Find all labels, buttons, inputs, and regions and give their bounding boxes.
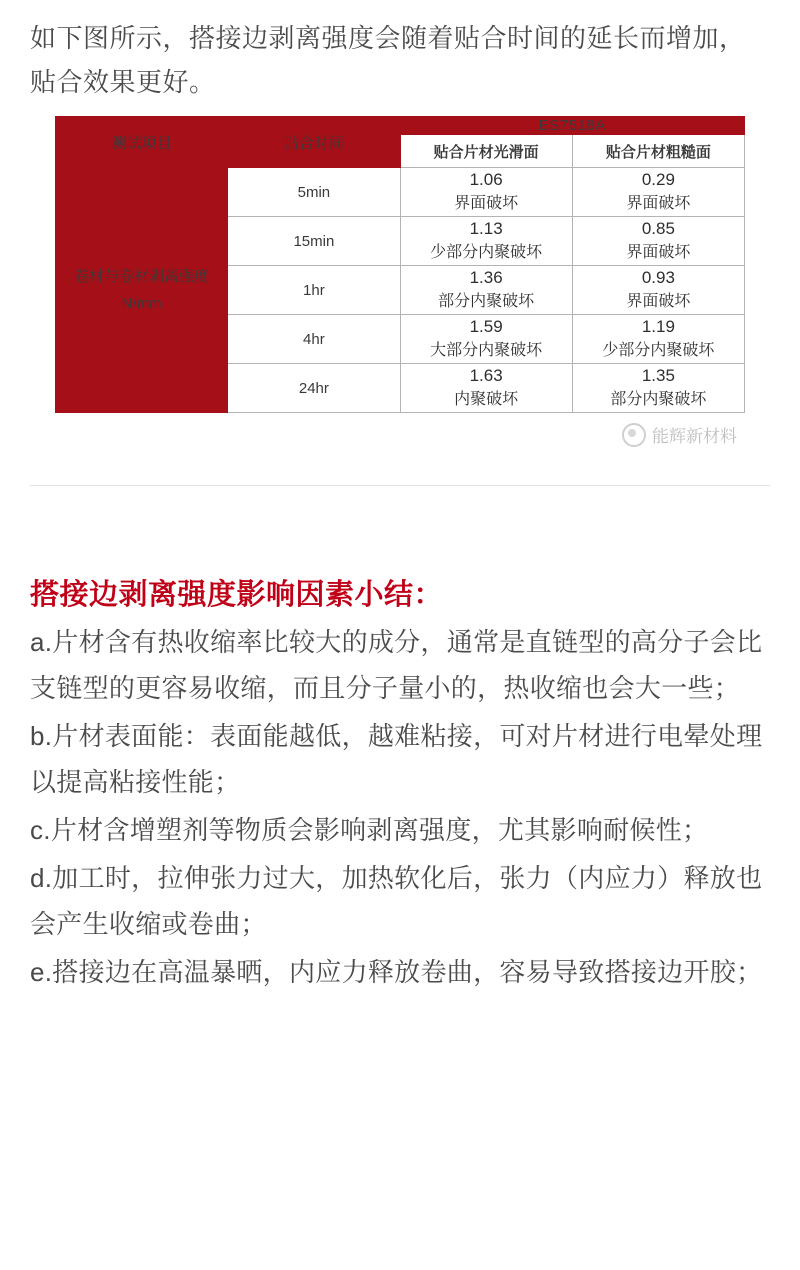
cell-smooth-value: 1.59: [469, 317, 503, 336]
cell-smooth: [400, 364, 572, 413]
list-item: c.片材含增塑剂等物质会影响剥离强度，尤其影响耐候性；: [30, 815, 709, 845]
cell-rough-mode: 少部分内聚破坏: [602, 342, 715, 359]
watermark: [622, 422, 737, 447]
cell-time: 4hr: [228, 315, 400, 364]
list-item: a.片材含有热收缩率比较大的成分，通常是直链型的高分子会比支链型的更容易收缩，而且分子量小的，热收缩也会大一些；: [30, 627, 763, 703]
cell-rough-value: 0.29: [641, 170, 675, 189]
cell-rough-mode: 界面破坏: [626, 293, 691, 310]
cell-rough: [572, 315, 744, 364]
cell-rough: [572, 266, 744, 315]
cell-rough-value: 1.35: [641, 366, 675, 385]
cell-smooth-mode: 部分内聚破坏: [438, 293, 535, 310]
peel-strength-table: [55, 116, 745, 413]
row-group-label: 卷材与卷材剥离强度 N/mm: [56, 168, 228, 413]
summary-list: [0, 619, 800, 1037]
cell-smooth: [400, 266, 572, 315]
header-product-code: ES7518A: [400, 117, 745, 135]
cell-time: 15min: [228, 217, 400, 266]
peel-strength-table-wrapper: [55, 116, 745, 446]
cell-rough-value: 0.93: [641, 268, 675, 287]
intro-paragraph: 如下图所示，搭接边剥离强度会随着贴合时间的延长而增加，贴合效果更好。: [30, 23, 746, 97]
cell-smooth: [400, 168, 572, 217]
cell-rough-value: 1.19: [641, 317, 675, 336]
watermark-label: 能辉新材料: [652, 427, 737, 446]
cell-time: 24hr: [228, 364, 400, 413]
header-rough-surface: 贴合片材粗糙面: [572, 135, 744, 168]
list-item: e.搭接边在高温暴晒，内应力释放卷曲，容易导致搭接边开胶；: [30, 957, 763, 987]
header-smooth-surface: 贴合片材光滑面: [400, 135, 572, 168]
logo-icon: [622, 423, 646, 447]
table-header-row-1: [56, 117, 745, 135]
table-row: [56, 168, 745, 217]
cell-smooth-mode: 界面破坏: [454, 195, 519, 212]
cell-smooth-mode: 大部分内聚破坏: [430, 342, 543, 359]
cell-smooth: [400, 315, 572, 364]
page-title: 搭接边剥离强度影响因素小结：: [30, 579, 444, 611]
cell-rough-mode: 部分内聚破坏: [610, 391, 707, 408]
cell-rough: [572, 217, 744, 266]
cell-smooth-value: 1.63: [469, 366, 503, 385]
cell-rough-mode: 界面破坏: [626, 195, 691, 212]
cell-time: 1hr: [228, 266, 400, 315]
cell-smooth: [400, 217, 572, 266]
cell-rough-value: 0.85: [641, 219, 675, 238]
list-item: d.加工时，拉伸张力过大，加热软化后，张力（内应力）释放也会产生收缩或卷曲；: [30, 863, 763, 939]
cell-rough: [572, 168, 744, 217]
cell-time: 5min: [228, 168, 400, 217]
cell-smooth-value: 1.36: [469, 268, 503, 287]
cell-smooth-mode: 内聚破坏: [454, 391, 519, 408]
cell-smooth-value: 1.13: [469, 219, 503, 238]
cell-smooth-mode: 少部分内聚破坏: [430, 244, 543, 261]
cell-rough-mode: 界面破坏: [626, 244, 691, 261]
header-bonding-time: 贴合时间: [228, 117, 400, 168]
cell-smooth-value: 1.06: [469, 170, 503, 189]
header-test-item: 测试项目: [56, 117, 228, 168]
list-item: b.片材表面能：表面能越低，越难粘接，可对片材进行电晕处理以提高粘接性能；: [30, 721, 763, 797]
cell-rough: [572, 364, 744, 413]
